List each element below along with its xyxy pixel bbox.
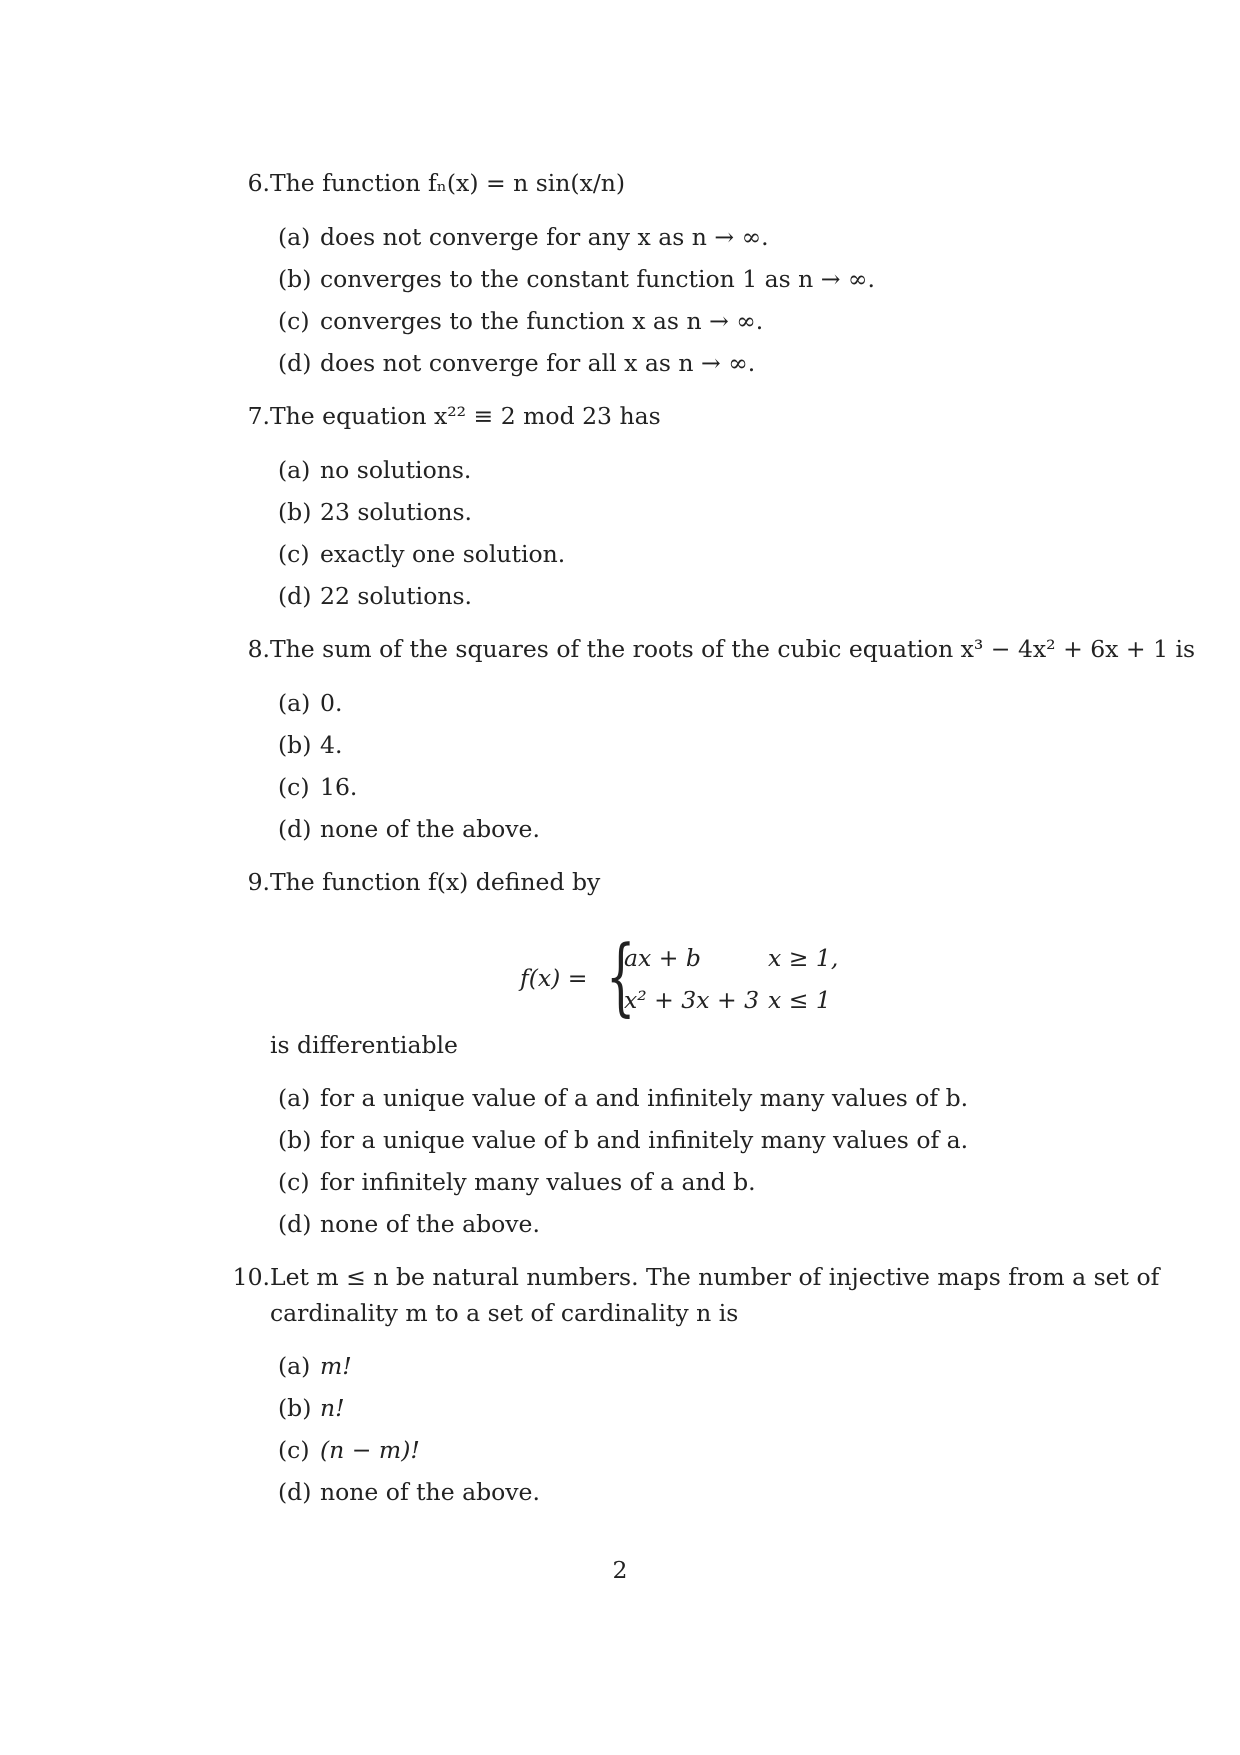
option-label: (c) [278,773,310,801]
option-text: none of the above. [320,1210,540,1238]
option-text: n! [320,1394,345,1422]
option-text: for a unique value of a and infinitely many values of b. [320,1084,969,1112]
option-text: 0. [320,689,343,717]
option-label: (d) [278,1210,312,1238]
option-text: 16. [320,773,358,801]
option-8d [278,814,540,844]
question-stem: The function fₙ(x) = n sin(x/n) [270,169,626,197]
option-8c [278,772,357,802]
option-text: 22 solutions. [320,582,473,610]
option-label: (a) [278,689,311,717]
case-1-condition: x ≥ 1, [768,944,839,972]
question-stem-line-2: cardinality m to a set of cardinality n is [270,1299,739,1327]
option-10b [278,1393,345,1423]
option-6b [278,264,875,294]
option-10d [278,1477,540,1507]
option-text: converges to the function x as n → ∞. [320,307,764,335]
option-text: 4. [320,731,343,759]
option-text: for a unique value of b and infinitely many values of a. [320,1126,969,1154]
case-2-condition: x ≤ 1 [768,986,831,1014]
option-text: exactly one solution. [320,540,566,568]
option-label: (d) [278,1478,312,1506]
option-7d [278,581,472,611]
option-10c [278,1435,420,1465]
question-stem: The function f(x) defined by [270,868,601,896]
option-label: (c) [278,540,310,568]
option-label: (c) [278,307,310,335]
page-number: 2 [612,1556,628,1584]
question-number: 9. [247,868,270,896]
option-text: does not converge for any x as n → ∞. [320,223,769,251]
option-label: (b) [278,731,312,759]
option-9b [278,1125,968,1155]
option-text: no solutions. [320,456,472,484]
option-text: for infinitely many values of a and b. [320,1168,756,1196]
option-text: none of the above. [320,815,540,843]
question-number: 8. [247,635,270,663]
option-label: (c) [278,1436,310,1464]
question-stem: The equation x²² ≡ 2 mod 23 has [270,402,661,430]
option-8b [278,730,342,760]
left-brace: { [606,927,636,1025]
piecewise-lhs: f(x) = [520,964,588,992]
option-label: (b) [278,1126,312,1154]
option-label: (b) [278,498,312,526]
option-label: (a) [278,1352,311,1380]
option-7b [278,497,472,527]
option-label: (a) [278,456,311,484]
option-text: converges to the constant function 1 as n → ∞. [320,265,875,293]
option-label: (d) [278,582,312,610]
question-stem: The sum of the squares of the roots of the cubic equation x³ − 4x² + 6x + 1 is [270,635,1196,663]
option-text: m! [320,1352,352,1380]
option-9d [278,1209,540,1239]
option-label: (a) [278,223,311,251]
option-6d [278,348,755,378]
continuation-text: is differentiable [270,1031,458,1059]
option-text: 23 solutions. [320,498,473,526]
option-6a [278,222,769,252]
option-8a [278,688,342,718]
option-text: none of the above. [320,1478,540,1506]
option-7c [278,539,565,569]
question-number: 10. [232,1263,270,1291]
question-stem-line-1: Let m ≤ n be natural numbers. The number of injective maps from a set of [270,1263,1160,1291]
case-1-expression: ax + b [624,944,701,972]
question-number: 6. [247,169,270,197]
piecewise-definition [520,927,860,1030]
option-6c [278,306,763,336]
option-label: (a) [278,1084,311,1112]
option-10a [278,1351,352,1381]
option-7a [278,455,471,485]
option-text: does not converge for all x as n → ∞. [320,349,756,377]
option-label: (d) [278,815,312,843]
option-label: (d) [278,349,312,377]
option-label: (b) [278,1394,312,1422]
case-2-expression: x² + 3x + 3 [624,986,760,1014]
option-9c [278,1167,756,1197]
option-text: (n − m)! [320,1436,420,1464]
option-label: (b) [278,265,312,293]
option-9a [278,1083,968,1113]
question-number: 7. [247,402,270,430]
option-label: (c) [278,1168,310,1196]
